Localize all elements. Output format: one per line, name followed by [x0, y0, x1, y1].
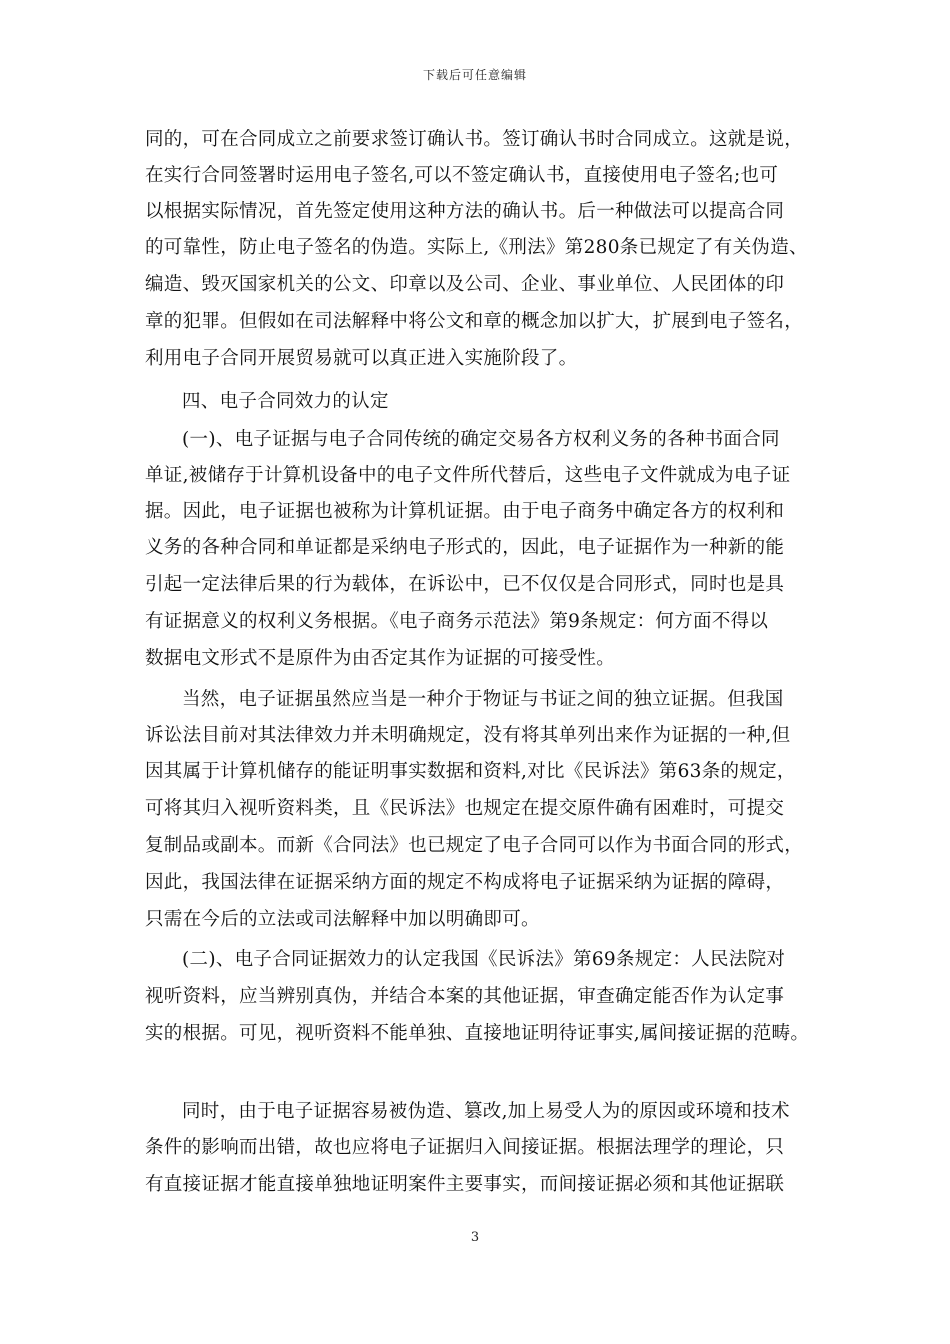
text-line: 的可靠性，防止电子签名的伪造。实际上,《刑法》第280条已规定了有关伪造、 — [145, 237, 808, 258]
text-line: 章的犯罪。但假如在司法解释中将公文和章的概念加以扩大，扩展到电子签名， — [145, 311, 804, 332]
page-number: 3 — [470, 1230, 480, 1245]
text-line: (一)、电子证据与电子合同传统的确定交易各方权利义务的各种书面合同 — [182, 429, 780, 450]
text-line: 同时，由于电子证据容易被伪造、篡改,加上易受人为的原因或环境和技术 — [182, 1101, 790, 1122]
text-line: 有直接证据才能直接单独地证明案件主要事实，而间接证据必须和其他证据联 — [145, 1174, 785, 1195]
text-line: 条件的影响而出错，故也应将电子证据归入间接证据。根据法理学的理论，只 — [145, 1137, 785, 1158]
text-line: (二)、电子合同证据效力的认定我国《民诉法》第69条规定：人民法院对 — [182, 949, 786, 970]
text-line: 编造、毁灭国家机关的公文、印章以及公司、企业、事业单位、人民团体的印 — [145, 274, 785, 295]
text-line: 因其属于计算机储存的能证明事实数据和资料,对比《民诉法》第63条的规定， — [145, 761, 796, 782]
text-line: 复制品或副本。而新《合同法》也已规定了电子合同可以作为书面合同的形式， — [145, 835, 804, 856]
text-line: 义务的各种合同和单证都是采纳电子形式的，因此，电子证据作为一种新的能 — [145, 537, 785, 558]
text-line: 数据电文形式不是原件为由否定其作为证据的可接受性。 — [145, 648, 616, 669]
text-line: 诉讼法目前对其法律效力并未明确规定，没有将其单列出来作为证据的一种,但 — [145, 725, 791, 746]
text-line: 有证据意义的权利义务根据。《电子商务示范法》第9条规定：何方面不得以 — [145, 611, 769, 632]
text-line: 引起一定法律后果的行为载体，在诉讼中，已不仅仅是合同形式，同时也是具 — [145, 574, 785, 595]
text-line: 单证,被储存于计算机设备中的电子文件所代替后，这些电子文件就成为电子证 — [145, 465, 791, 486]
text-line: 视听资料，应当辨别真伪，并结合本案的其他证据，审查确定能否作为认定事 — [145, 986, 785, 1007]
section-heading: 四、电子合同效力的认定 — [182, 391, 389, 412]
text-line: 只需在今后的立法或司法解释中加以明确即可。 — [145, 909, 540, 930]
text-line: 以根据实际情况，首先签定使用这种方法的确认书。后一种做法可以提高合同 — [145, 201, 785, 222]
text-line: 利用电子合同开展贸易就可以真正进入实施阶段了。 — [145, 348, 578, 369]
page-header: 下载后可任意编辑 — [422, 68, 527, 82]
text-line: 同的，可在合同成立之前要求签订确认书。签订确认书时合同成立。这就是说， — [145, 129, 804, 150]
text-line: 因此，我国法律在证据采纳方面的规定不构成将电子证据采纳为证据的障碍， — [145, 872, 785, 893]
text-line: 在实行合同签署时运用电子签名,可以不签定确认书，直接使用电子签名;也可 — [145, 165, 779, 186]
text-line: 据。因此，电子证据也被称为计算机证据。由于电子商务中确定各方的权利和 — [145, 501, 785, 522]
text-line: 当然，电子证据虽然应当是一种介于物证与书证之间的独立证据。但我国 — [182, 689, 784, 710]
text-line: 可将其归入视听资料类，且《民诉法》也规定在提交原件确有困难时，可提交 — [145, 798, 785, 819]
text-line: 实的根据。可见，视听资料不能单独、直接地证明待证事实,属间接证据的范畴。 — [145, 1023, 810, 1044]
